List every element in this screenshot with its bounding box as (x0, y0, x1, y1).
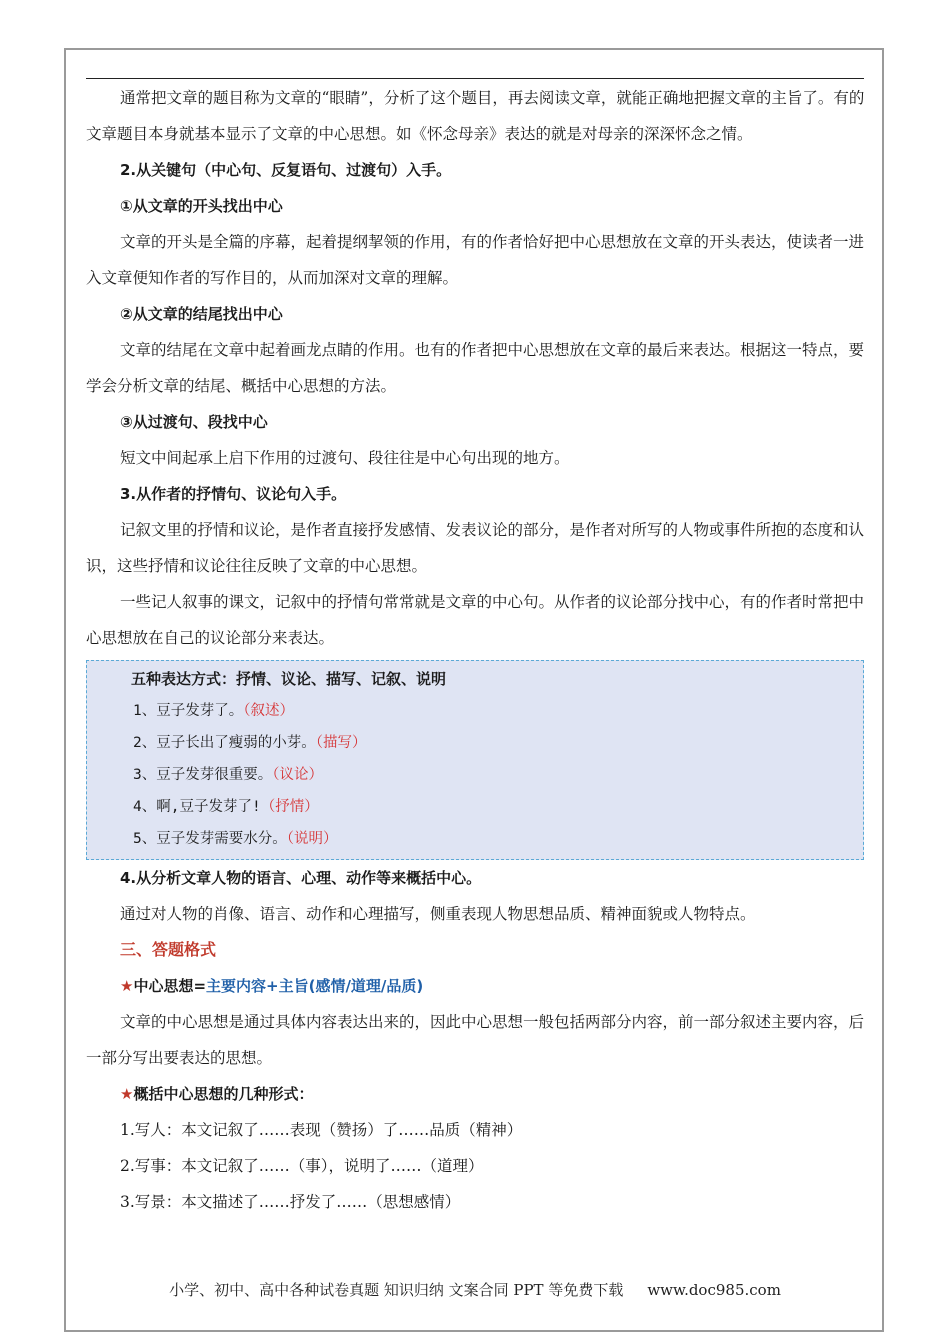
document-body (86, 80, 866, 1220)
paragraph-transition: 短文中间起承上启下作用的过渡句、段往往是中心句出现的地方。 (120, 449, 570, 467)
box-item (131, 823, 863, 855)
subheading-transition: ③从过渡句、段找中心 (120, 413, 268, 431)
form-item: 1.写人：本文记叙了……表现（赞扬）了……品质（精神） (120, 1121, 523, 1139)
expression-modes-box (86, 660, 864, 860)
box-item-text: 1、豆子发芽了。 (133, 703, 244, 719)
box-item-tag: （议论） (272, 767, 323, 783)
box-item (131, 791, 863, 823)
star-icon: ★ (120, 1085, 134, 1103)
paragraph-lyric-1: 记叙文里的抒情和议论，是作者直接抒发感情、发表议论的部分，是作者对所写的人物或事件所抱的态度和认识，这些抒情和议论往往反映了文章的中心思想。 (86, 521, 865, 575)
footer-text: 小学、初中、高中各种试卷真题 知识归纳 文案合同 PPT 等免费下载 (169, 1281, 624, 1299)
formula-value: 主要内容+主旨(感情/道理/品质) (206, 977, 424, 995)
paragraph-beginning: 文章的开头是全篇的序幕，起着提纲挈领的作用，有的作者恰好把中心思想放在文章的开头表达，使读者一进入文章便知作者的写作目的，从而加深对文章的理解。 (86, 233, 865, 287)
box-item-text: 2、豆子长出了瘦弱的小芽。 (133, 735, 316, 751)
box-item (131, 727, 863, 759)
box-item-tag: （抒情） (260, 799, 319, 815)
heading-lyric-argument: 3.从作者的抒情句、议论句入手。 (120, 485, 347, 503)
forms-label: 概括中心思想的几种形式： (133, 1085, 314, 1103)
page-footer (0, 1279, 950, 1300)
subheading-beginning: ①从文章的开头找出中心 (120, 197, 283, 215)
box-item-tag: （描写） (315, 735, 367, 751)
formula-line (86, 968, 866, 1004)
box-item (131, 759, 863, 791)
box-item-tag: （说明） (286, 831, 338, 847)
paragraph-formula-explanation: 文章的中心思想是通过具体内容表达出来的，因此中心思想一般包括两部分内容，前一部分叙述主要内容，后一部分写出要表达的思想。 (86, 1013, 865, 1067)
heading-key-sentences: 2.从关键句（中心句、反复语句、过渡句）入手。 (120, 161, 452, 179)
subheading-ending: ②从文章的结尾找出中心 (120, 305, 283, 323)
section-title-answer-format: 三、答题格式 (120, 940, 217, 959)
paragraph-ending: 文章的结尾在文章中起着画龙点睛的作用。也有的作者把中心思想放在文章的最后来表达。根据这一特点，要学会分析文章的结尾、概括中心思想的方法。 (86, 341, 865, 395)
form-item: 2.写事：本文记叙了……（事），说明了……（道理） (120, 1157, 484, 1175)
formula-label: 中心思想= (133, 977, 207, 995)
box-title: 五种表达方式：抒情、议论、描写、记叙、说明 (131, 670, 447, 688)
paragraph-title-eyes: 通常把文章的题目称为文章的“眼睛”，分析了这个题目，再去阅读文章，就能正确地把握文章的主旨了。有的文章题目本身就基本显示了文章的中心思想。如《怀念母亲》表达的就是对母亲的深深怀念之情。 (86, 89, 865, 143)
form-item: 3.写景：本文描述了……抒发了……（思想感情） (120, 1193, 461, 1211)
box-item-text: 3、豆子发芽很重要。 (133, 767, 273, 783)
box-item-tag: （叙述） (243, 703, 294, 719)
star-icon: ★ (120, 977, 134, 995)
box-item-text: 4、啊,豆子发芽了! (133, 799, 261, 815)
box-item (131, 695, 863, 727)
forms-heading (86, 1076, 866, 1112)
paragraph-character: 通过对人物的肖像、语言、动作和心理描写，侧重表现人物思想品质、精神面貌或人物特点。 (120, 905, 756, 923)
header-rule (86, 78, 864, 79)
heading-character-analysis: 4.从分析文章人物的语言、心理、动作等来概括中心。 (120, 869, 482, 887)
box-item-text: 5、豆子发芽需要水分。 (133, 831, 287, 847)
paragraph-lyric-2: 一些记人叙事的课文，记叙中的抒情句常常就是文章的中心句。从作者的议论部分找中心，有的作者时常把中心思想放在自己的议论部分来表达。 (86, 593, 865, 647)
footer-url[interactable]: www.doc985.com (647, 1281, 781, 1299)
